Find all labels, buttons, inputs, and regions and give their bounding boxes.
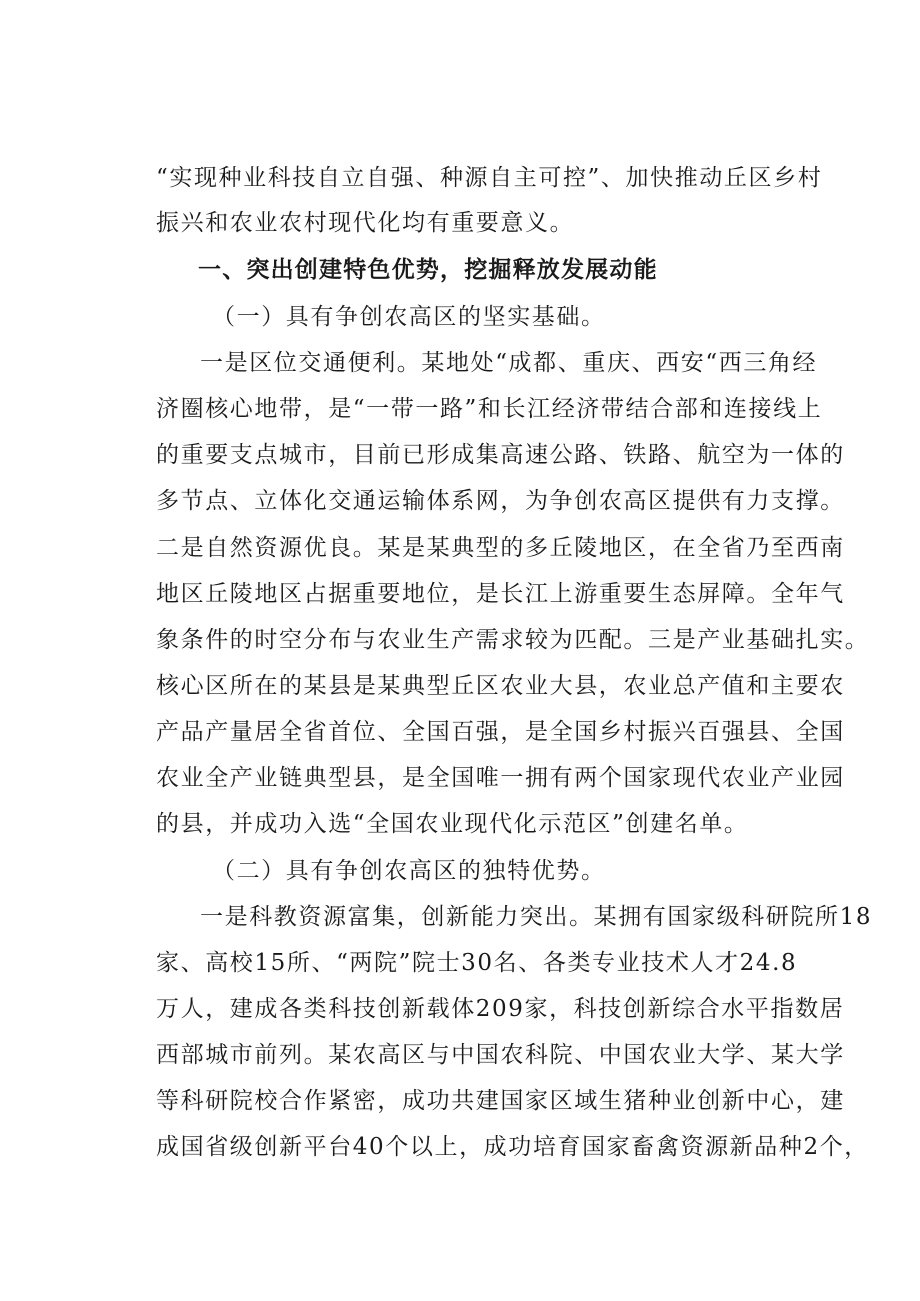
paragraph-line: 二是自然资源优良。某是某典型的多丘陵地区，在全省乃至西南 [156,535,845,561]
paragraph-line: 成国省级创新平台40个以上，成功培育国家畜禽资源新品种2个， [156,1134,869,1160]
paragraph-line: 等科研院校合作紧密，成功共建国家区域生猪种业创新中心，建 [156,1088,845,1114]
paragraph-line: 一是区位交通便利。某地处“成都、重庆、西安“西三角经 [200,350,818,376]
paragraph-line: 济圈核心地带，是“一带一路”和长江经济带结合部和连接线上 [156,396,823,422]
subsection-heading: （二）具有争创农高区的独特优势。 [212,858,606,884]
paragraph-line: 多节点、立体化交通运输体系网，为争创农高区提供有力支撑。 [156,488,845,514]
paragraph-line: 核心区所在的某县是某典型丘区农业大县，农业总产值和主要农 [156,673,845,699]
paragraph-line: 的重要支点城市，目前已形成集高速公路、铁路、航空为一体的 [156,442,845,468]
paragraph-line: 农业全产业链典型县，是全国唯一拥有两个国家现代农业产业园 [156,765,845,791]
paragraph-line: 象条件的时空分布与农业生产需求较为匹配。三是产业基础扎实。 [156,627,870,653]
paragraph-line: 振兴和农业农村现代化均有重要意义。 [156,210,575,236]
paragraph-line: 的县，并成功入选“全国农业现代化示范区”创建名单。 [156,811,749,837]
paragraph-line: “实现种业科技自立自强、种源自主可控”、加快推动丘区乡村 [156,165,823,191]
paragraph-line: 万人，建成各类科技创新载体209家，科技创新综合水平指数居 [156,996,845,1022]
paragraph-line: 地区丘陵地区占据重要地位，是长江上游重要生态屏障。全年气 [156,581,845,607]
paragraph-line: 一是科教资源富集，创新能力突出。某拥有国家级科研院所18 [200,904,873,930]
paragraph-line: 家、高校15所、“两院”院士30名、各类专业技术人才24.8 [156,950,798,976]
subsection-heading: （一）具有争创农高区的坚实基础。 [212,304,606,330]
paragraph-line: 产品产量居全省首位、全国百强，是全国乡村振兴百强县、全国 [156,719,845,745]
paragraph-line: 西部城市前列。某农高区与中国农科院、中国农业大学、某大学 [156,1042,845,1068]
section-heading: 一、突出创建特色优势，挖掘释放发展动能 [198,257,658,283]
